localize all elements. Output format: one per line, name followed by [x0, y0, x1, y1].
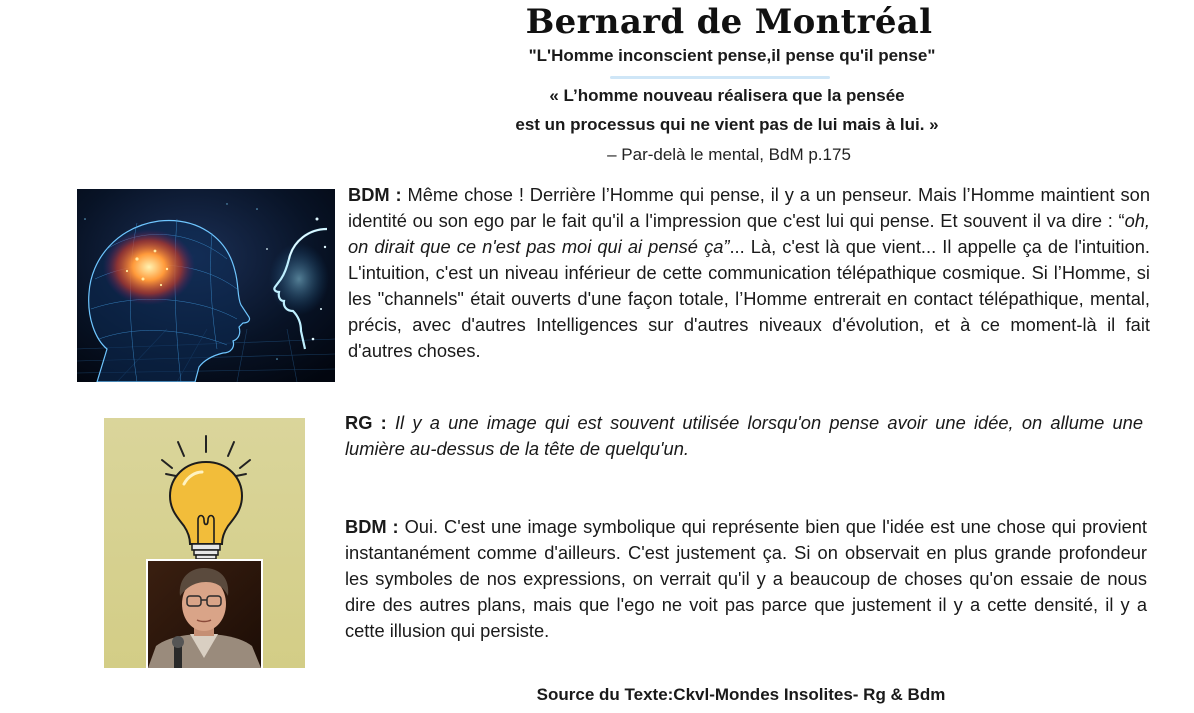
page-subtitle: "L'Homme inconscient pense,il pense qu'il pense": [528, 46, 936, 65]
paragraph-text: Même chose ! Derrière l’Homme qui pense, il y a un penseur. Mais l’Homme maintient son identité ou son ego par le fait qu'il a l'impression que c'est lui qui pense. Et souvent il va dire : “: [348, 184, 1150, 231]
paragraph-text: Oui. C'est une image symbolique qui représente bien que l'idée est une chose qui provient instantanément comme d'ailleurs. C'est justement ça. Si on observait en plus grande profondeur les symboles de nos expressions, on verrait qu'il y a beaucoup de choses qu'on essaie de nous dire des autres plans, mais que l'ego ne voit pas parce que justement il y a cette densité, il y a cette illusion qui persiste.: [345, 516, 1147, 641]
paragraph-italic-text: oh, on dirait que ce n'est pas moi qui ai pensé ça”: [348, 210, 1150, 257]
source-credit: Source du Texte:Ckvl-Mondes Insolites- Rg & Bdm: [536, 685, 946, 704]
page-title: Bernard de Montréal: [525, 2, 933, 42]
dialogue-paragraph-rg: [345, 410, 1143, 462]
quote-line-2: est un processus qui ne vient pas de lui mais à lui. »: [515, 115, 939, 134]
paragraph-italic-text: Il y a une image qui est souvent utilisée lorsqu'on pense avoir une idée, on allume une lumière au-dessus de la tête de quelqu'un.: [345, 412, 1144, 459]
speaker-label: BDM :: [345, 516, 399, 537]
dialogue-paragraph-bdm-1: [348, 182, 1150, 364]
speaker-label: RG :: [345, 412, 387, 433]
ai-head-svg: [77, 189, 335, 382]
lightbulb-portrait-illustration: [104, 418, 305, 668]
paragraph-text: ... Là, c'est là que vient... Il appelle ça de l'intuition. L'intuition, c'est un niveau inférieur de cette communication télépathique cosmique. Si l’Homme, si les "channels" était ouverts d'une façon totale, l’Homme entrerait en contact télépathique, mental, précis, avec d'autres Intelligences sur d'autres niveaux d'évolution, et à ce moment-là il fait d'autres choses.: [348, 236, 1150, 361]
speaker-label: BDM :: [348, 184, 402, 205]
divider-line: [610, 76, 830, 79]
quote-line-1: « L’homme nouveau réalisera que la pensée: [549, 86, 905, 105]
dialogue-paragraph-bdm-2: [345, 514, 1147, 644]
quote-citation: – Par-delà le mental, BdM p.175: [607, 145, 851, 164]
lightbulb-portrait-svg: [104, 418, 305, 668]
ai-head-illustration: [77, 189, 335, 382]
portrait-photo: [146, 559, 263, 668]
